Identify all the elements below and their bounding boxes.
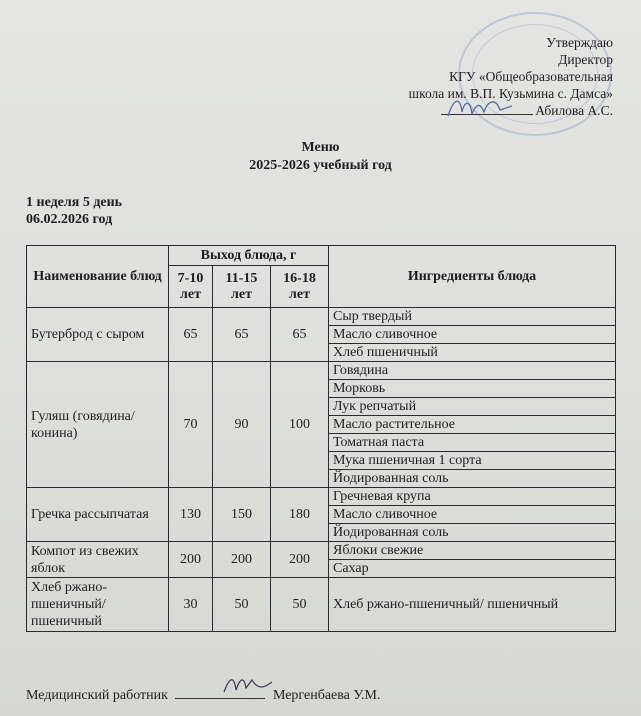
approval-line-4: школа им. В.П. Кузьмина с. Дамса» — [408, 86, 613, 101]
dish-output-7-10: 65 — [169, 308, 213, 362]
ingredient: Хлеб пшеничный — [329, 344, 616, 362]
ingredient: Говядина — [329, 362, 616, 380]
table-row — [27, 488, 616, 506]
ingredient: Гречневая крупа — [329, 488, 616, 506]
ingredient: Мука пшеничная 1 сорта — [329, 452, 616, 470]
dish-output-11-15: 65 — [213, 308, 271, 362]
table-row — [27, 542, 616, 560]
ingredient: Масло сливочное — [329, 506, 616, 524]
approval-line-2: Директор — [558, 52, 613, 67]
menu-date: 06.02.2026 год — [26, 212, 113, 227]
dish-output-11-15: 50 — [213, 578, 271, 632]
ingredient: Сахар — [329, 560, 616, 578]
dish-name: Бутерброд с сыром — [27, 308, 169, 362]
ingredient: Яблоки свежие — [329, 542, 616, 560]
approval-line-1: Утверждаю — [546, 35, 613, 50]
medical-worker-name: Мергенбаева У.М. — [272, 688, 381, 703]
footer-signature — [26, 688, 380, 704]
dish-output-16-18: 180 — [271, 488, 329, 542]
dish-output-7-10: 200 — [169, 542, 213, 578]
ingredient: Лук репчатый — [329, 398, 616, 416]
table-row — [27, 578, 616, 632]
header-ingredients: Ингредиенты блюда — [329, 246, 616, 308]
dish-name: Гречка рассыпчатая — [27, 488, 169, 542]
dish-output-7-10: 30 — [169, 578, 213, 632]
ingredient: Томатная паста — [329, 434, 616, 452]
table-row — [27, 362, 616, 380]
ingredient: Йодированная соль — [329, 524, 616, 542]
ingredient: Масло растительное — [329, 416, 616, 434]
header-age-11-15: 11-15 лет — [213, 266, 271, 308]
dish-output-11-15: 200 — [213, 542, 271, 578]
director-name: Абилова А.С. — [535, 103, 613, 118]
header-age-16-18: 16-18 лет — [271, 266, 329, 308]
dish-output-16-18: 200 — [271, 542, 329, 578]
menu-table — [26, 245, 616, 632]
ingredient: Сыр твердый — [329, 308, 616, 326]
week-day: 1 неделя 5 день — [26, 195, 123, 210]
header-age-7-10: 7-10 лет — [169, 266, 213, 308]
director-signature — [440, 92, 520, 122]
ingredient: Йодированная соль — [329, 470, 616, 488]
menu-title: Меню — [301, 140, 340, 155]
ingredient: Хлеб ржано-пшеничный/ пшеничный — [329, 578, 616, 632]
dish-name: Хлеб ржано-пшеничный/ пшеничный — [27, 578, 169, 632]
dish-output-11-15: 150 — [213, 488, 271, 542]
approval-line-3: КГУ «Общеобразовательная — [449, 69, 613, 84]
dish-name: Компот из свежих яблок — [27, 542, 169, 578]
medical-worker-label: Медицинский работник — [26, 688, 168, 703]
header-dish-name: Наименование блюд — [27, 246, 169, 308]
header-output: Выход блюда, г — [169, 246, 329, 266]
dish-output-16-18: 50 — [271, 578, 329, 632]
dish-name: Гуляш (говядина/ конина) — [27, 362, 169, 488]
ingredient: Масло сливочное — [329, 326, 616, 344]
school-year: 2025-2026 учебный год — [249, 158, 392, 173]
table-row — [27, 308, 616, 326]
dish-output-16-18: 65 — [271, 308, 329, 362]
dish-output-11-15: 90 — [213, 362, 271, 488]
medical-worker-signature — [218, 672, 278, 700]
dish-output-7-10: 130 — [169, 488, 213, 542]
ingredient: Морковь — [329, 380, 616, 398]
dish-output-16-18: 100 — [271, 362, 329, 488]
dish-output-7-10: 70 — [169, 362, 213, 488]
